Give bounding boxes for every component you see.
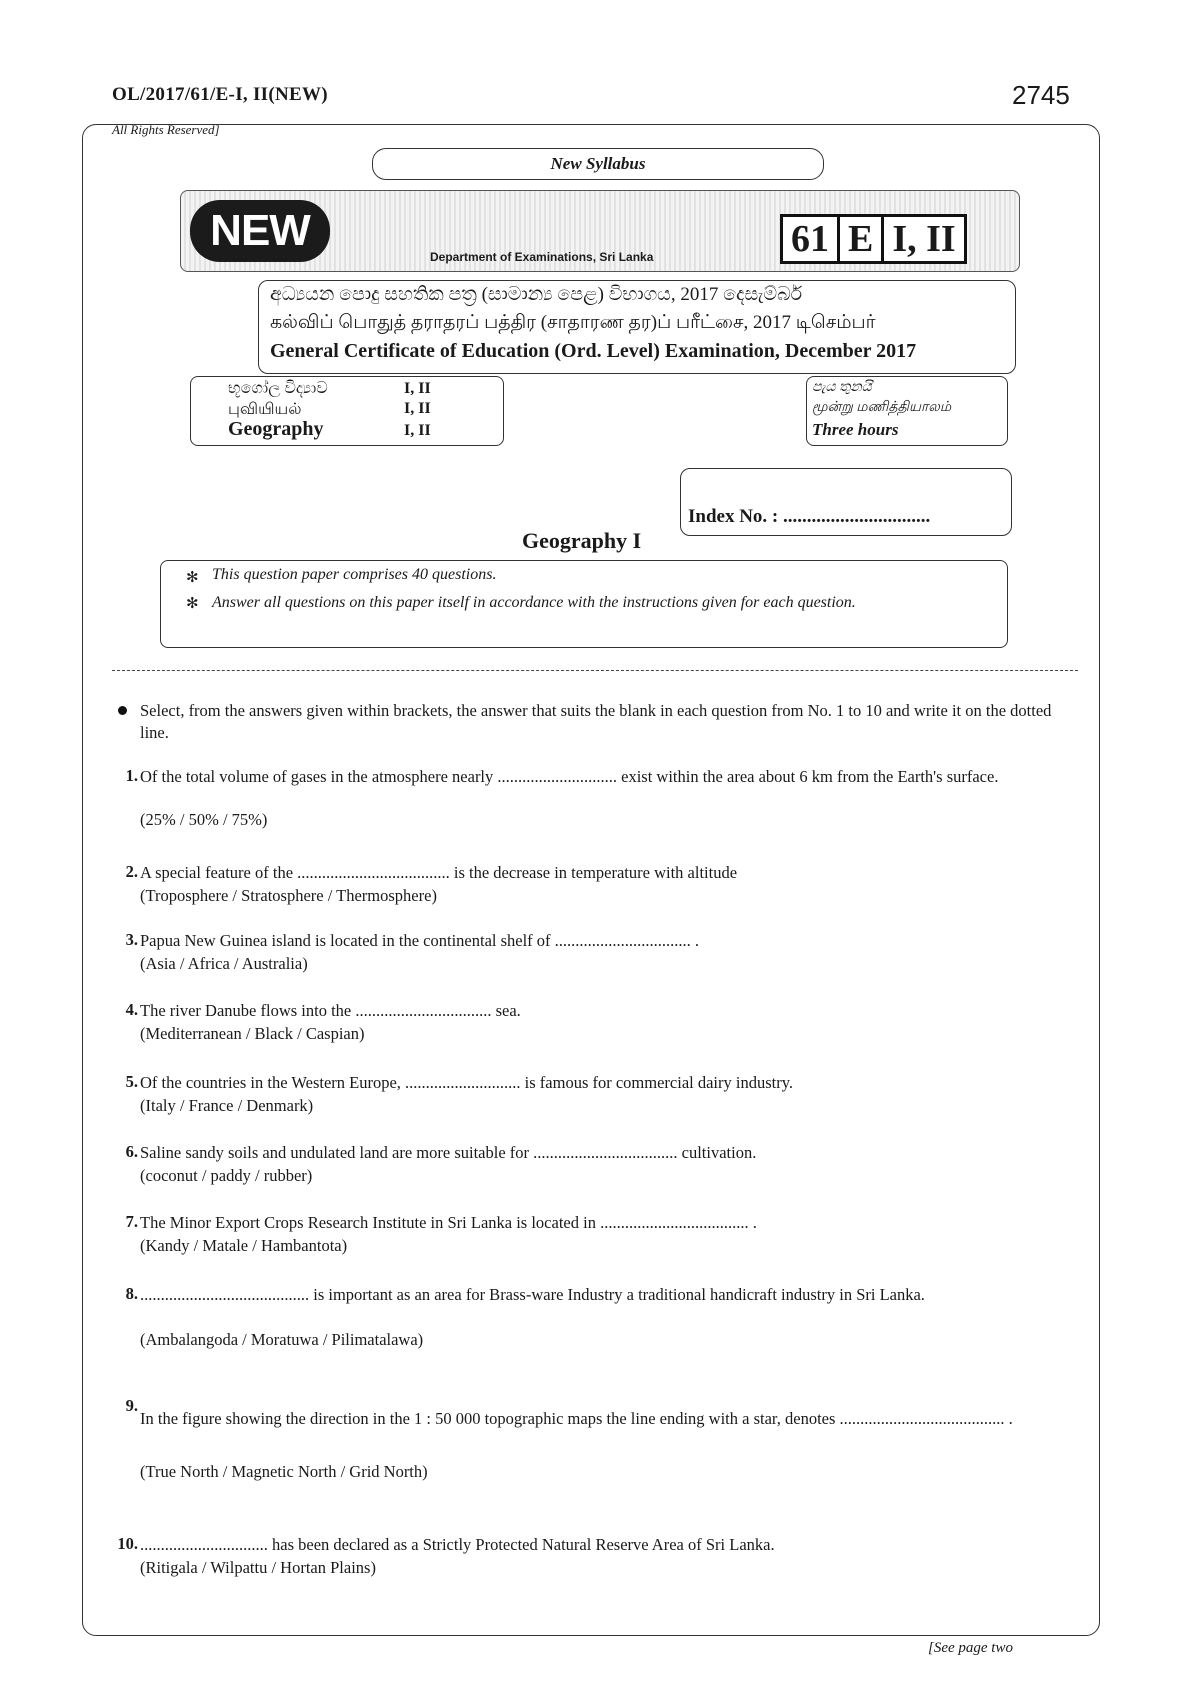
code-box-medium: E <box>840 217 884 261</box>
note-asterisk-icon: ✻ <box>186 570 199 586</box>
question-text: A special feature of the ..................................... is the decrease in temperature with altitude <box>140 863 738 882</box>
bullet-icon <box>118 706 127 715</box>
question-options: (Mediterranean / Black / Caspian) <box>140 1024 365 1043</box>
instruction-text: Select, from the answers given within brackets, the answer that suits the blank in each question from No. 1 to 10 and write it on the dotted line. <box>140 701 1052 742</box>
note-line-1: This question paper comprises 40 questions. <box>212 566 497 583</box>
see-next-page: [See page two <box>928 1640 1013 1656</box>
question-number: 8. <box>125 1284 138 1303</box>
page-number: 2745 <box>1012 80 1070 110</box>
question-number: 10. <box>117 1534 138 1553</box>
question-text: Papua New Guinea island is located in the continental shelf of ................................. . <box>140 931 700 950</box>
subject-sinhala: භූගෝල විද්‍යාව <box>228 380 328 397</box>
question-number: 6. <box>125 1142 138 1161</box>
question-number: 9. <box>125 1396 138 1415</box>
question-options: (Italy / France / Denmark) <box>140 1096 314 1115</box>
subject-part-tamil: I, II <box>404 400 431 417</box>
duration-english: Three hours <box>812 420 899 439</box>
code-box-parts: I, II <box>892 218 956 260</box>
question-text: ............................... has been declared as a Strictly Protected Natural Reserve Area of Sri Lanka. <box>140 1535 775 1554</box>
new-logo: NEW <box>190 200 330 262</box>
paper-title: Geography I <box>522 528 642 553</box>
subject-part-sinhala: I, II <box>404 380 431 397</box>
question-text: The river Danube flows into the ................................. sea. <box>140 1001 521 1020</box>
question-number: 3. <box>125 930 138 949</box>
question-options: (Troposphere / Stratosphere / Thermosphere) <box>140 886 437 905</box>
question-options: (Kandy / Matale / Hambantota) <box>140 1236 348 1255</box>
question-options: (Asia / Africa / Australia) <box>140 954 308 973</box>
section-divider <box>112 670 1078 671</box>
question-text: In the figure showing the direction in the 1 : 50 000 topographic maps the line ending with a star, denotes ........................................ . <box>140 1409 1013 1428</box>
department-name: Department of Examinations, Sri Lanka <box>430 250 654 264</box>
exam-title-english: General Certificate of Education (Ord. Level) Examination, December 2017 <box>270 340 917 362</box>
note-asterisk-icon: ✻ <box>186 596 199 612</box>
syllabus-badge: New Syllabus <box>372 148 824 180</box>
subject-part-english: I, II <box>404 422 431 439</box>
rights-notice: All Rights Reserved] <box>112 122 220 137</box>
question-number: 4. <box>125 1000 138 1019</box>
exam-title-tamil: கல்விப் பொதுத் தராதரப் பத்திர (சாதாரண தர)ப் பரீட்சை, 2017 டிசெம்பர் <box>270 312 876 333</box>
question-options: (Ambalangoda / Moratuwa / Pilimatalawa) <box>140 1330 424 1349</box>
question-text: Saline sandy soils and undulated land are more suitable for ................................... cultivation. <box>140 1143 757 1162</box>
question-number: 7. <box>125 1212 138 1231</box>
index-number-label: Index No. : ............................... <box>688 506 931 527</box>
paper-code: OL/2017/61/E-I, II(NEW) <box>112 84 328 105</box>
code-box-number: 61 <box>783 217 840 261</box>
duration-tamil: மூன்று மணித்தியாலம் <box>812 400 952 415</box>
question-options: (25% / 50% / 75%) <box>140 810 268 829</box>
question-number: 5. <box>125 1072 138 1091</box>
question-number: 1. <box>125 766 138 785</box>
question-number: 2. <box>125 862 138 881</box>
question-options: (coconut / paddy / rubber) <box>140 1166 313 1185</box>
question-options: (True North / Magnetic North / Grid North) <box>140 1462 428 1481</box>
duration-sinhala: පැය තුනයි <box>812 380 872 395</box>
note-line-2: Answer all questions on this paper itself in accordance with the instructions given for each question. <box>212 594 856 611</box>
exam-title-sinhala: අධ්‍යයන පොදු සහතික පත්‍ර (සාමාන්‍ය පෙළ) විභාගය, 2017 දෙසැම්බර් <box>270 284 803 305</box>
question-text: Of the total volume of gases in the atmosphere nearly ............................. exist within the area about 6 km from the Earth's surface. <box>140 767 999 786</box>
subject-tamil: புவியியல் <box>228 401 302 418</box>
subject-code-box <box>780 214 967 264</box>
question-options: (Ritigala / Wilpattu / Hortan Plains) <box>140 1558 376 1577</box>
question-text: ......................................... is important as an area for Brass-ware Industry a traditional handicraft industry in Sri Lanka. <box>140 1285 925 1304</box>
question-text: Of the countries in the Western Europe, ............................ is famous for commercial dairy industry. <box>140 1073 794 1092</box>
subject-english: Geography <box>228 418 324 440</box>
question-text: The Minor Export Crops Research Institute in Sri Lanka is located in .................................... . <box>140 1213 757 1232</box>
